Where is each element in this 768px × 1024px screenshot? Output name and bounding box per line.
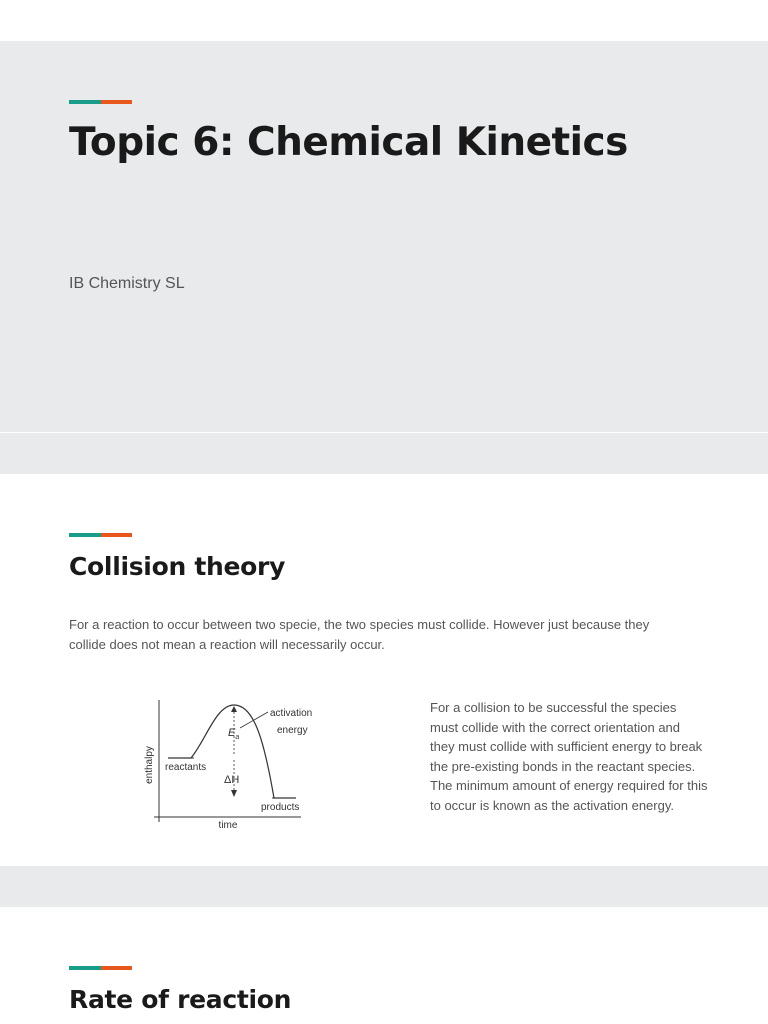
diagram-ea-label: $E_a$: [228, 727, 240, 741]
section-heading: Rate of reaction: [69, 985, 292, 1014]
slide-gap: [0, 866, 768, 907]
accent-bar: [69, 966, 132, 970]
diagram-activation-label: activation: [270, 708, 313, 719]
accent-bar: [69, 100, 132, 104]
slide-title: Topic 6: Chemical Kinetics: [69, 120, 628, 165]
slide-subtitle: IB Chemistry SL: [69, 275, 185, 292]
diagram-x-label: time: [218, 820, 238, 831]
diagram-energy-label: energy: [277, 725, 308, 736]
intro-paragraph: For a reaction to occur between two specie, the two species must collide. However just because they collide does not mean a reaction will necessarily occur.: [69, 617, 650, 652]
section-heading: Collision theory: [69, 552, 286, 581]
accent-bar: [69, 533, 132, 537]
diagram-reactants-label: reactants: [165, 762, 207, 773]
diagram-products-label: products: [261, 802, 300, 813]
diagram-dh-label: ΔH: [224, 774, 240, 786]
body-paragraph: For a collision to be successful the species must collide with the correct orientation and they must collide with sufficient energy to break the pre-existing bonds in the reactant species. The minimum amount of energy required for this to occur is known as the activation energy.: [430, 700, 708, 813]
diagram-y-label: enthalpy: [144, 746, 155, 784]
slide-gap: [0, 433, 768, 474]
energy-profile-diagram: [136, 700, 336, 840]
